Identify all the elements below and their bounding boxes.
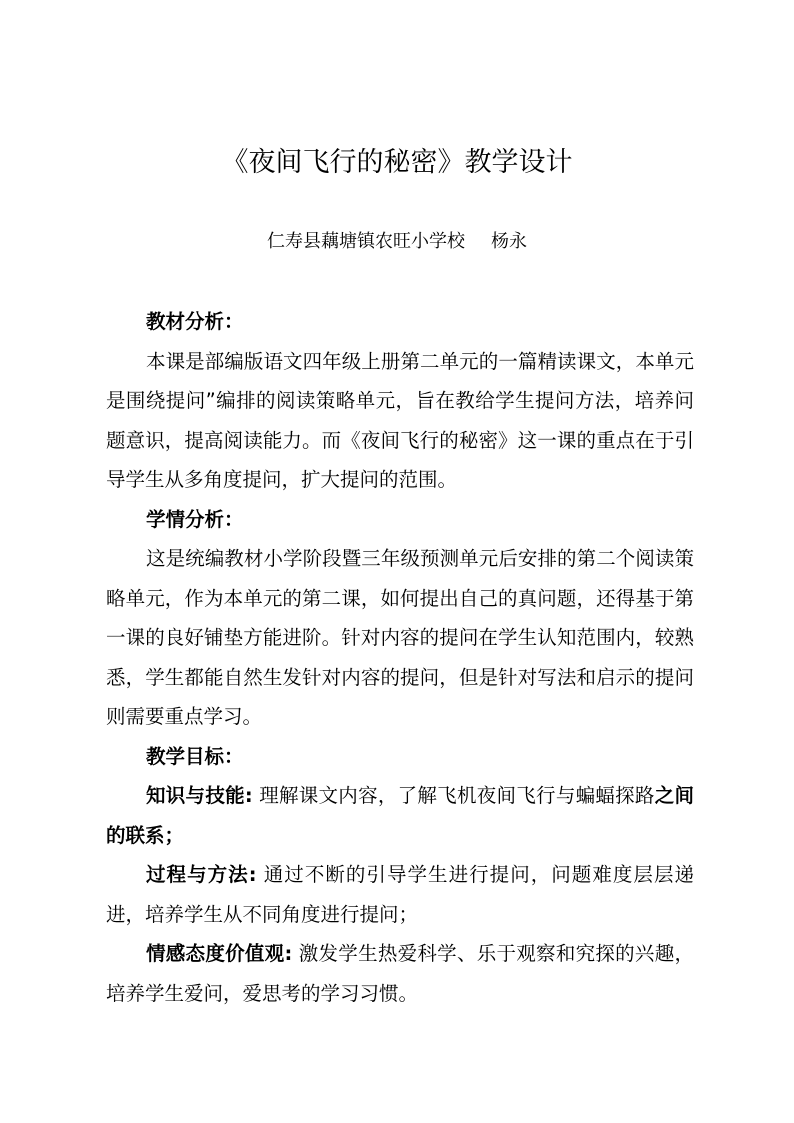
goal-process-label: 过程与方法 xyxy=(146,863,249,886)
goal-emotion-colon: : xyxy=(284,942,293,965)
goal-knowledge-text: 理解课文内容，了解飞机夜间飞行与蝙蝠探路 xyxy=(259,784,655,807)
goal-emotion-label: 情感态度价值观 xyxy=(146,942,285,965)
section-heading-student-analysis: 学情分析： xyxy=(146,507,244,531)
document-body xyxy=(106,302,694,1013)
section-heading-textbook-analysis: 教材分析： xyxy=(146,310,244,333)
goal-knowledge xyxy=(106,776,694,855)
goal-knowledge-label: 知识与技能 xyxy=(146,784,245,807)
section-heading-teaching-goals: 教学目标： xyxy=(146,744,244,768)
author-line xyxy=(0,229,794,255)
goal-emotion xyxy=(106,934,694,1013)
document-title: 《夜间飞行的秘密》教学设计 xyxy=(221,147,573,178)
goal-knowledge-text-bold-tail: 之间的联系； xyxy=(106,784,694,847)
goal-emotion-text: 激发学生热爱科学、乐于观察和究探的兴趣，培养学生爱问，爱思考的学习习惯。 xyxy=(106,942,694,1005)
goal-process-text: 通过不断的引导学生进行提问，问题难度层层递进，培养学生从不同角度进行提问； xyxy=(106,863,694,926)
goal-process xyxy=(106,855,694,934)
author-school: 仁寿县藕塘镇农旺小学校 xyxy=(267,231,465,252)
goal-knowledge-colon: : xyxy=(244,784,253,807)
goal-process-colon: : xyxy=(248,863,257,886)
paragraph-textbook-analysis: 本课是部编版语文四年级上册第二单元的一篇精读课文，本单元是围绕提问”编排的阅读策略单元，旨在教给学生提问方法，培养问题意识，提高阅读能力。而《夜间飞行的秘密》这一课的重点在于引导学生从多角度提问，扩大提问的范围。 xyxy=(106,349,694,491)
paragraph-student-analysis: 这是统编教材小学阶段暨三年级预测单元后安排的第二个阅读策略单元，作为本单元的第二课，如何提出自己的真问题，还得基于第一课的良好铺垫方能进阶。针对内容的提问在学生认知范围内，较熟悉，学生都能自然生发针对内容的提问，但是针对写法和启示的提问则需要重点学习。 xyxy=(106,547,694,728)
author-name: 杨永 xyxy=(491,231,527,252)
